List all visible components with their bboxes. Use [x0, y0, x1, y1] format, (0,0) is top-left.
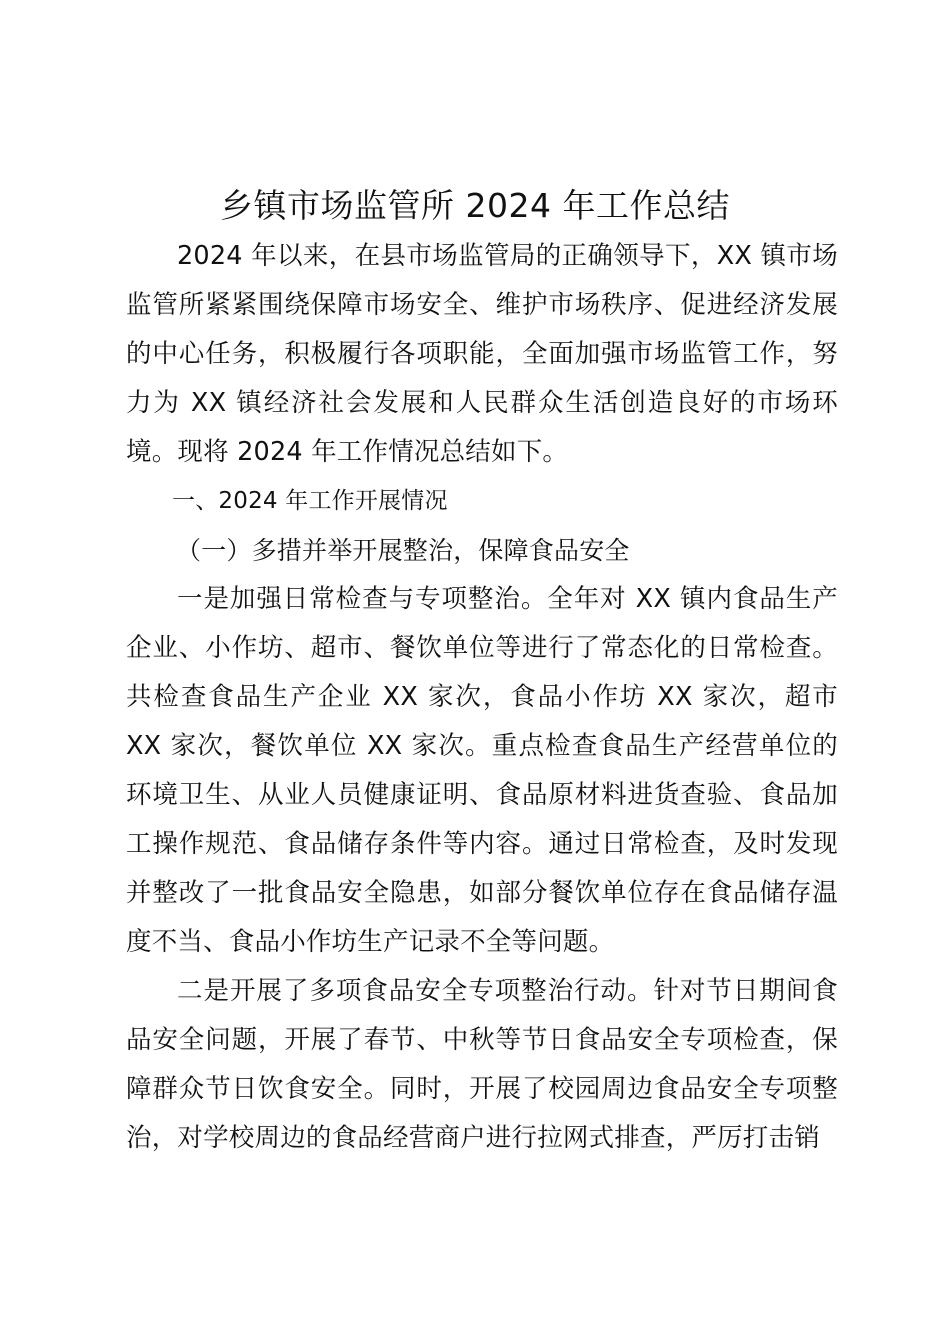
document-body [126, 232, 838, 1163]
body-paragraph: 一是加强日常检查与专项整治。全年对 XX 镇内食品生产企业、小作坊、超市、餐饮单位等进行了常态化的日常检查。共检查食品生产企业 XX 家次，食品小作坊 XX 家次，超市 XX 家次，餐饮单位 XX 家次。重点检查食品生产经营单位的环境卫生、从业人员健康证明、食品原材料进货查验、食品加工操作规范、食品储存条件等内容。通过日常检查，及时发现并整改了一批食品安全隐患，如部分餐饮单位存在食品储存温度不当、食品小作坊生产记录不全等问题。 [126, 584, 838, 957]
section-heading: 一、2024 年工作开展情况 [172, 488, 448, 514]
body-paragraph: 二是开展了多项食品安全专项整治行动。针对节日期间食品安全问题，开展了春节、中秋等节日食品安全专项检查，保障群众节日饮食安全。同时，开展了校园周边食品安全专项整治，对学校周边的食品经营商户进行拉网式排查，严厉打击销 [126, 976, 838, 1153]
subsection-heading: （一）多措并举开展整治，保障食品安全 [176, 536, 630, 565]
intro-paragraph: 2024 年以来，在县市场监管局的正确领导下，XX 镇市场监管所紧紧围绕保障市场安全、维护市场秩序、促进经济发展的中心任务，积极履行各项职能，全面加强市场监管工作，努力为 XX 镇经济社会发展和人民群众生活创造良好的市场环境。现将 2024 年工作情况总结如下。 [126, 241, 838, 467]
document-title: 乡镇市场监管所 2024 年工作总结 [220, 186, 730, 225]
